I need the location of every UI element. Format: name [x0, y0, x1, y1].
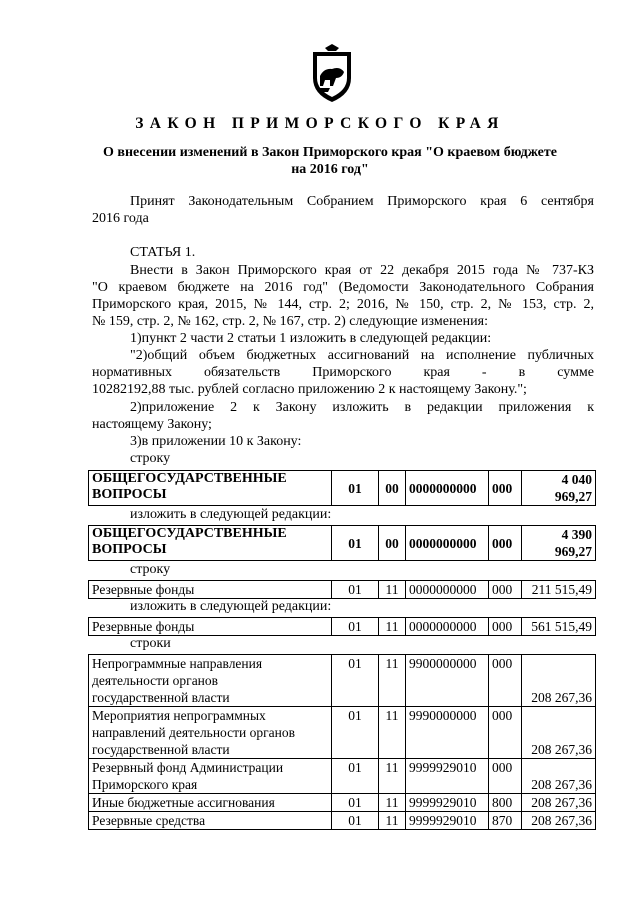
vr-cell: 800: [489, 794, 522, 812]
table-general-issues-new: [88, 525, 596, 561]
csr-cell: 9990000000: [406, 707, 489, 759]
label-stroku-2: строку: [130, 562, 171, 577]
vr-cell: 000: [489, 526, 522, 561]
adopted-line-1: Принят Законодательным Собранием Приморского края 6 сентября: [130, 194, 594, 209]
table-row: [89, 759, 596, 794]
law-subtitle: О внесении изменений в Закон Приморского края "О краевом бюджете на 2016 год": [103, 145, 557, 177]
csr-cell: 0000000000: [406, 581, 489, 599]
item-2-line-1: 2)приложение 2 к Закону изложить в редакции приложения к: [130, 400, 594, 415]
pr-cell: 11: [379, 655, 406, 707]
rz-cell: 01: [332, 794, 379, 812]
vr-cell: 000: [489, 707, 522, 759]
item-1-text-line-2: нормативных обязательств Приморского края - в сумме: [92, 365, 594, 380]
rz-cell: 01: [332, 526, 379, 561]
primorsky-coat-of-arms-emblem: [306, 42, 358, 104]
csr-cell: 9999929010: [406, 759, 489, 794]
label-stroki: строки: [130, 636, 171, 651]
sum-cell: 4 040 969,27: [522, 471, 596, 506]
item-1: 1)пункт 2 части 2 статьи 1 изложить в следующей редакции:: [130, 331, 492, 346]
table-reserve-funds-old: [88, 580, 596, 599]
pr-cell: 11: [379, 618, 406, 636]
label-stroku-1: строку: [130, 451, 171, 466]
row-name: Резервные фонды: [89, 618, 332, 636]
table-row: [89, 526, 596, 561]
vr-cell: 000: [489, 655, 522, 707]
row-name-line: направлений деятельности органов: [92, 725, 296, 740]
rz-cell: 01: [332, 471, 379, 506]
sum-cell: 4 390 969,27: [522, 526, 596, 561]
law-title: ЗАКОН ПРИМОРСКОГО КРАЯ: [135, 115, 505, 132]
row-name-line: государственной власти: [92, 690, 230, 705]
table-row: [89, 618, 596, 636]
rz-cell: 01: [332, 707, 379, 759]
rz-cell: 01: [332, 812, 379, 830]
pr-cell: 11: [379, 581, 406, 599]
rz-cell: 01: [332, 759, 379, 794]
row-name-line: ВОПРОСЫ: [92, 542, 167, 557]
sum-cell: 561 515,49: [522, 618, 596, 636]
item-3: 3)в приложении 10 к Закону:: [130, 434, 302, 449]
row-name-line: деятельности органов: [92, 673, 219, 688]
vr-cell: 000: [489, 759, 522, 794]
label-izlozhit-2: изложить в следующей редакции:: [130, 599, 332, 614]
table-budget-rows: [88, 654, 596, 830]
row-name-line: ОБЩЕГОСУДАРСТВЕННЫЕ: [92, 471, 287, 486]
pr-cell: 11: [379, 759, 406, 794]
intro-line-3: Приморского края, 2015, № 144, стр. 2; 2016, № 150, стр. 2, № 153, стр. 2,: [92, 297, 594, 312]
vr-cell: 000: [489, 618, 522, 636]
table-row: [89, 794, 596, 812]
pr-cell: 00: [379, 526, 406, 561]
intro-line-1: Внести в Закон Приморского края от 22 декабря 2015 года № 737-КЗ: [130, 263, 594, 278]
item-1-text-line-3: 10282192,88 тыс. рублей согласно приложению 2 к настоящему Закону.";: [92, 382, 527, 397]
pr-cell: 11: [379, 812, 406, 830]
vr-cell: 870: [489, 812, 522, 830]
pr-cell: 11: [379, 794, 406, 812]
sum-cell: 208 267,36: [522, 794, 596, 812]
row-name-line: Мероприятия непрограммных: [92, 708, 266, 723]
item-1-text-line-1: "2)общий объем бюджетных ассигнований на исполнение публичных: [130, 348, 594, 363]
row-name: Иные бюджетные ассигнования: [89, 794, 332, 812]
rz-cell: 01: [332, 618, 379, 636]
item-2-line-2: настоящему Закону;: [92, 417, 212, 432]
csr-cell: 9900000000: [406, 655, 489, 707]
article-heading: СТАТЬЯ 1.: [130, 245, 196, 260]
table-row: [89, 812, 596, 830]
rz-cell: 01: [332, 581, 379, 599]
csr-cell: 9999929010: [406, 794, 489, 812]
rz-cell: 01: [332, 655, 379, 707]
sum-cell: 208 267,36: [522, 759, 596, 794]
csr-cell: 0000000000: [406, 471, 489, 506]
row-name-line: Непрограммные направления: [92, 656, 263, 671]
row-name-line: ОБЩЕГОСУДАРСТВЕННЫЕ: [92, 526, 287, 541]
sum-cell: 208 267,36: [522, 655, 596, 707]
row-name: Резервные фонды: [89, 581, 332, 599]
table-row: [89, 471, 596, 506]
csr-cell: 9999929010: [406, 812, 489, 830]
row-name-line: государственной власти: [92, 742, 230, 757]
label-izlozhit-1: изложить в следующей редакции:: [130, 507, 332, 522]
sum-cell: 208 267,36: [522, 707, 596, 759]
table-row: [89, 707, 596, 759]
vr-cell: 000: [489, 581, 522, 599]
vr-cell: 000: [489, 471, 522, 506]
table-row: [89, 581, 596, 599]
intro-line-4: № 159, стр. 2, № 162, стр. 2, № 167, стр. 2) следующие изменения:: [92, 314, 488, 329]
row-name-line: Приморского края: [92, 777, 198, 792]
pr-cell: 11: [379, 707, 406, 759]
row-name-line: ВОПРОСЫ: [92, 487, 167, 502]
table-reserve-funds-new: [88, 617, 596, 636]
csr-cell: 0000000000: [406, 526, 489, 561]
sum-cell: 211 515,49: [522, 581, 596, 599]
row-name: Резервные средства: [89, 812, 332, 830]
pr-cell: 00: [379, 471, 406, 506]
intro-line-2: "О краевом бюджете на 2016 год" (Ведомости Законодательного Собрания: [92, 280, 594, 295]
row-name-line: Резервный фонд Администрации: [92, 760, 284, 775]
sum-cell: 208 267,36: [522, 812, 596, 830]
csr-cell: 0000000000: [406, 618, 489, 636]
adopted-line-2: 2016 года: [92, 211, 149, 226]
table-row: [89, 655, 596, 707]
table-general-issues-old: [88, 470, 596, 506]
